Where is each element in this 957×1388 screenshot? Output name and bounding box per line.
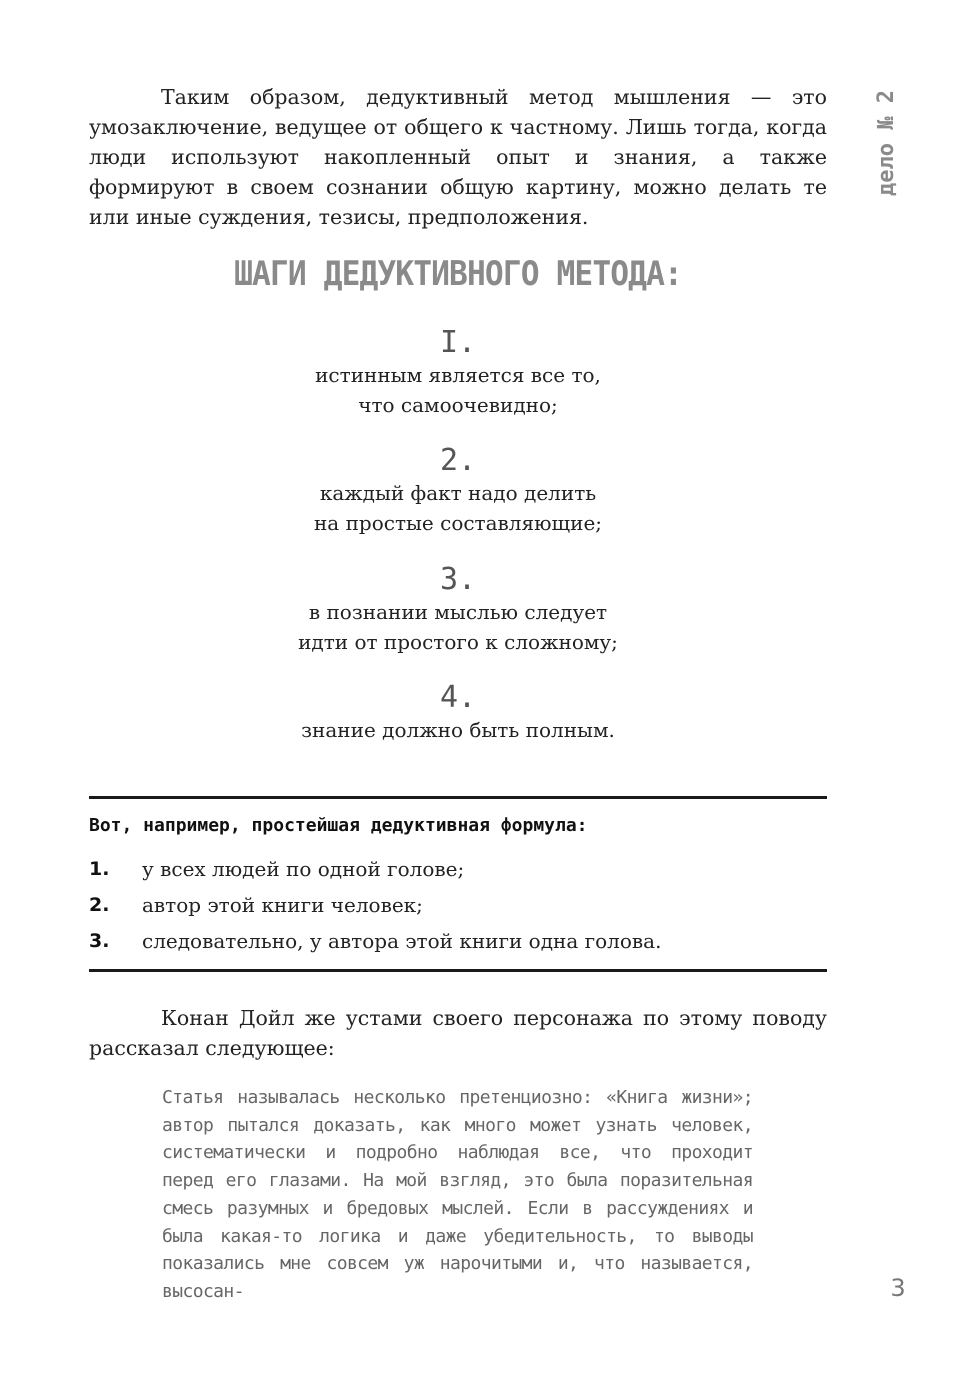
step-text-line: что самоочевидно;	[358, 393, 558, 417]
chapter-side-label	[870, 86, 910, 196]
step-text-line: в познании мыслью следует	[308, 600, 608, 624]
step-4	[89, 681, 827, 745]
chapter-side-label-text: дело № 2	[874, 90, 899, 196]
formula-top-rule	[89, 796, 827, 799]
formula-item-number: 3.	[89, 930, 110, 952]
formula-bottom-rule	[89, 969, 827, 972]
step-text-line: на простые составляющие;	[313, 511, 603, 535]
step-2	[89, 444, 827, 538]
step-text-line: каждый факт надо делить	[319, 481, 597, 505]
formula-item-text: автор этой книги человек;	[142, 893, 423, 917]
formula-item-text: следовательно, у автора этой книги одна голова.	[142, 929, 662, 953]
step-text-line: знание должно быть полным.	[301, 718, 615, 742]
formula-item-number: 2.	[89, 894, 110, 916]
step-number: 2.	[439, 443, 477, 478]
step-number: 3.	[439, 562, 477, 597]
quote-block: Статья называлась несколько претенциозно: «Книга жизни»; автор пытался доказать, как много может узнать человек, систематически и подробно наблюдая все, что проходит перед его глазами. На мой взгляд, это была поразительная смесь разумных и бредовых мыслей. Если в рассуждениях и была какая-то логика и даже убедительность, то выводы показались мне совсем уж нарочитыми и, что называется, высосан-	[162, 1087, 753, 1302]
step-number: I.	[439, 325, 477, 360]
step-number: 4.	[439, 680, 477, 715]
step-1	[89, 326, 827, 420]
formula-item-number: 1.	[89, 858, 110, 880]
steps-heading: ШАГИ ДЕДУКТИВНОГО МЕТОДА:	[234, 254, 682, 294]
intro-paragraph: Таким образом, дедуктивный метод мышления — это умозаключение, ведущее от общего к частному. Лишь тогда, когда люди используют накопленный опыт и знания, а также формируют в своем сознании общую картину, можно делать те или иные суждения, тезисы, предположения.	[89, 85, 827, 229]
step-3	[89, 563, 827, 657]
formula-title: Вот, например, простейшая дедуктивная формула:	[89, 815, 588, 836]
step-text-line: идти от простого к сложному;	[298, 630, 618, 654]
step-text-line: истинным является все то,	[315, 363, 601, 387]
doyle-paragraph: Конан Дойл же устами своего персонажа по этому поводу рассказал следующее:	[89, 1006, 827, 1060]
page-number: 3	[890, 1274, 906, 1302]
formula-item-text: у всех людей по одной голове;	[142, 857, 465, 881]
